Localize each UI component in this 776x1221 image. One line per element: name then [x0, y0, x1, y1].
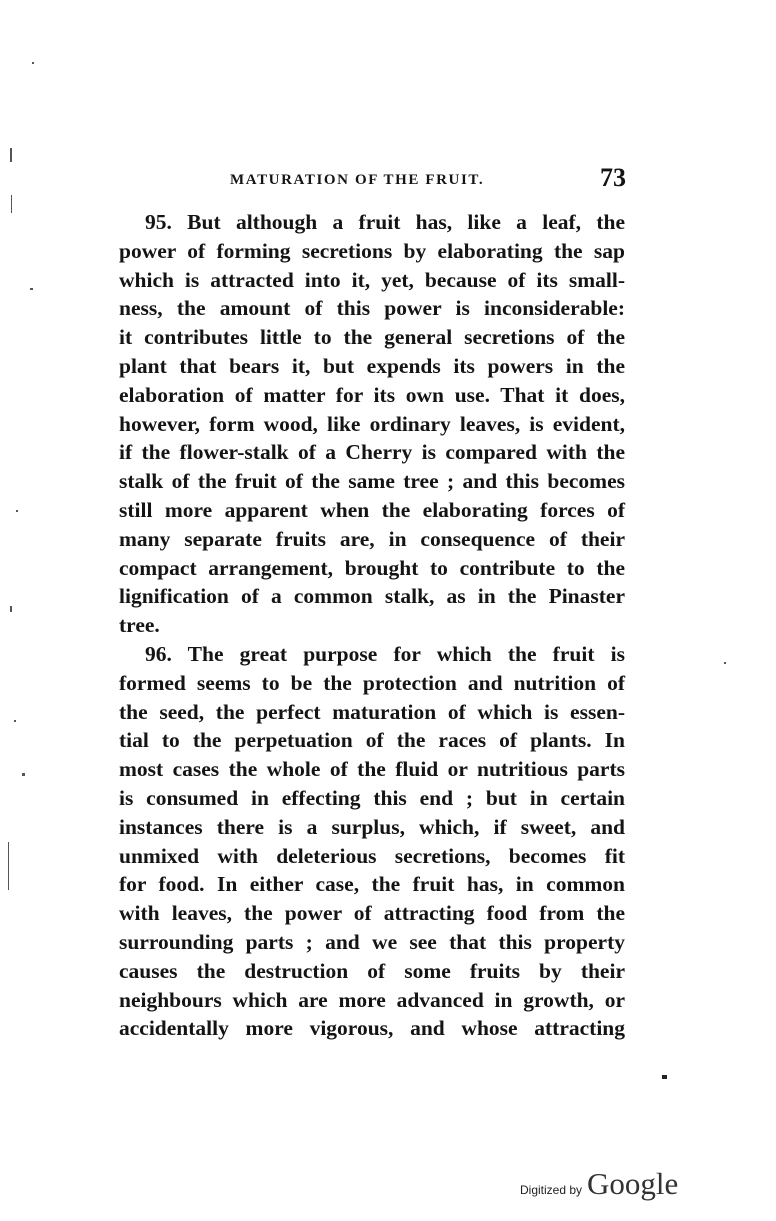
- text-line: however, form wood, like ordinary leaves, is evident,: [119, 411, 625, 436]
- text-line: neighbours which are more advanced in growth, or: [119, 987, 625, 1012]
- scan-mark: [662, 1075, 667, 1079]
- text-line: which is attracted into it, yet, because of its small-: [119, 267, 625, 292]
- scan-mark: [14, 720, 16, 722]
- scan-mark: [8, 842, 9, 890]
- text-line: plant that bears it, but expends its powers in the: [119, 353, 625, 378]
- scan-mark: [724, 662, 726, 664]
- text-line: many separate fruits are, in consequence of their: [119, 526, 625, 551]
- page-number: 73: [600, 163, 626, 192]
- scan-mark: [11, 195, 12, 213]
- text-line: instances there is a surplus, which, if sweet, and: [119, 814, 625, 839]
- digitization-watermark: [520, 1166, 690, 1210]
- text-line: it contributes little to the general secretions of the: [119, 325, 625, 350]
- scan-mark: [10, 148, 12, 162]
- text-line: power of forming secretions by elaborating the sap: [119, 238, 625, 263]
- text-line: for food. In either case, the fruit has, in common: [119, 872, 625, 897]
- text-line: elaboration of matter for its own use. That it does,: [119, 382, 625, 407]
- scan-mark: [30, 288, 33, 290]
- text-line: ness, the amount of this power is inconsiderable:: [119, 296, 625, 321]
- text-line: causes the destruction of some fruits by their: [119, 958, 625, 983]
- digitized-by-label: Digitized by: [520, 1183, 583, 1197]
- text-line: most cases the whole of the fluid or nutritious parts: [119, 757, 625, 782]
- text-line: the seed, the perfect maturation of which is essen-: [119, 699, 625, 724]
- text-line: formed seems to be the protection and nutrition of: [119, 670, 625, 695]
- scan-mark: [16, 510, 18, 512]
- text-line: is consumed in effecting this end ; but in certain: [119, 785, 625, 810]
- google-logo: Google: [587, 1166, 679, 1201]
- text-line: tial to the perpetuation of the races of plants. In: [119, 728, 625, 753]
- scan-mark: [32, 62, 34, 64]
- text-line: tree.: [119, 613, 160, 638]
- running-head: MATURATION OF THE FRUIT.: [230, 172, 485, 188]
- body-text: [119, 208, 625, 1043]
- text-line: with leaves, the power of attracting food from the: [119, 901, 625, 926]
- text-line: if the flower-stalk of a Cherry is compared with the: [119, 440, 625, 465]
- text-line: 95. But although a fruit has, like a leaf, the: [145, 210, 625, 234]
- page-header: [118, 163, 626, 195]
- text-line: still more apparent when the elaborating forces of: [119, 497, 625, 522]
- text-line: lignification of a common stalk, as in the Pinaster: [119, 584, 625, 609]
- scan-mark: [10, 606, 12, 612]
- text-line: 96. The great purpose for which the fruit is: [145, 641, 625, 666]
- text-line: compact arrangement, brought to contribute to the: [119, 555, 625, 580]
- scan-mark: [22, 773, 25, 776]
- text-line: stalk of the fruit of the same tree ; and this becomes: [119, 469, 625, 494]
- text-line: unmixed with deleterious secretions, becomes fit: [119, 843, 625, 868]
- text-line: surrounding parts ; and we see that this property: [119, 929, 625, 954]
- text-line: accidentally more vigorous, and whose attracting: [119, 1016, 625, 1041]
